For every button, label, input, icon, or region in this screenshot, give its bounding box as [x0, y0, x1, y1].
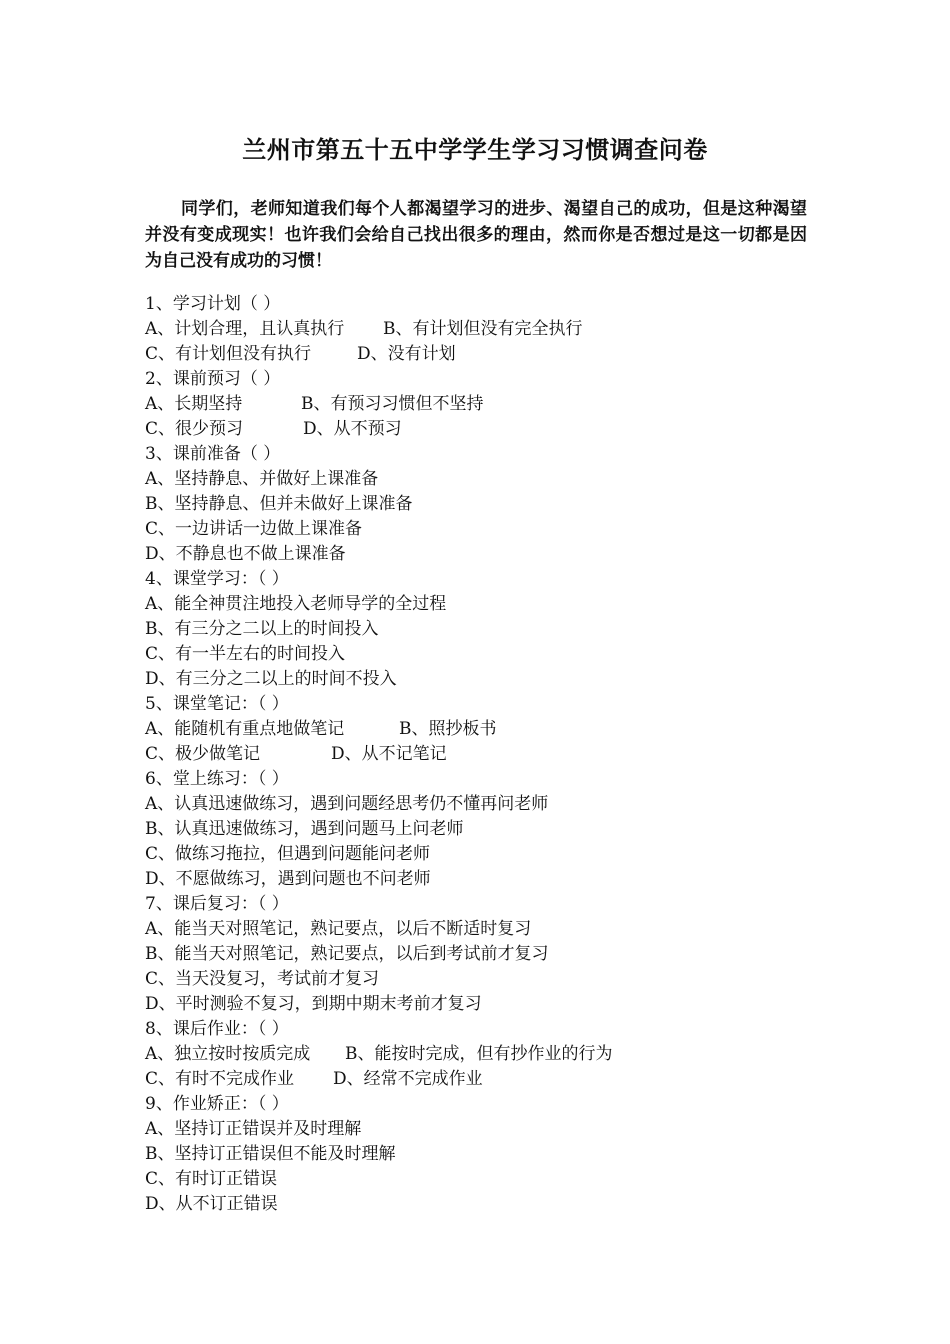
line-text: A、认真迅速做练习，遇到问题经思考仍不懂再问老师	[145, 794, 549, 814]
survey-line	[145, 1017, 825, 1042]
survey-line	[145, 842, 825, 867]
line-text: A、独立按时按质完成	[145, 1044, 311, 1064]
survey-line	[145, 592, 825, 617]
line-option-text: B、有预习习惯但不坚持	[301, 394, 484, 414]
survey-line	[145, 567, 825, 592]
survey-line	[145, 1092, 825, 1117]
line-text: D、不静息也不做上课准备	[145, 544, 346, 564]
line-text: A、能当天对照笔记，熟记要点，以后不断适时复习	[145, 919, 532, 939]
line-text: C、有时不完成作业	[145, 1069, 295, 1089]
line-text: A、坚持订正错误并及时理解	[145, 1119, 362, 1139]
survey-line	[145, 1042, 825, 1067]
survey-line	[145, 1192, 825, 1217]
survey-line	[145, 1117, 825, 1142]
line-text: C、有一半左右的时间投入	[145, 644, 346, 664]
survey-line	[145, 717, 825, 742]
line-option-text: D、从不预习	[303, 419, 402, 439]
survey-line	[145, 867, 825, 892]
line-text: A、长期坚持	[145, 394, 243, 414]
line-option-text: D、没有计划	[357, 344, 456, 364]
line-text: 6、堂上练习：（ ）	[145, 769, 289, 789]
line-text: C、极少做笔记	[145, 744, 261, 764]
survey-line	[145, 442, 825, 467]
survey-line	[145, 992, 825, 1017]
line-option-text: B、照抄板书	[399, 719, 497, 739]
survey-line	[145, 817, 825, 842]
survey-line	[145, 942, 825, 967]
line-text: 7、课后复习：（ ）	[145, 894, 289, 914]
line-text: A、坚持静息、并做好上课准备	[145, 469, 379, 489]
line-text: 1、学习计划（ ）	[145, 294, 281, 314]
survey-line	[145, 292, 825, 317]
line-text: D、有三分之二以上的时间不投入	[145, 669, 397, 689]
survey-line	[145, 642, 825, 667]
line-text: B、认真迅速做练习，遇到问题马上问老师	[145, 819, 464, 839]
line-text: C、有计划但没有执行	[145, 344, 312, 364]
survey-line	[145, 542, 825, 567]
line-text: B、坚持静息、但并未做好上课准备	[145, 494, 413, 514]
question-list	[145, 292, 825, 1217]
survey-line	[145, 417, 825, 442]
survey-line	[145, 517, 825, 542]
line-text: C、有时订正错误	[145, 1169, 278, 1189]
line-text: A、能随机有重点地做笔记	[145, 719, 345, 739]
line-text: 8、课后作业：（ ）	[145, 1019, 289, 1039]
survey-line	[145, 392, 825, 417]
line-text: B、能当天对照笔记，熟记要点，以后到考试前才复习	[145, 944, 549, 964]
line-text: C、做练习拖拉，但遇到问题能问老师	[145, 844, 431, 864]
line-text: 3、课前准备（ ）	[145, 444, 281, 464]
line-option-text: B、有计划但没有完全执行	[383, 319, 583, 339]
survey-line	[145, 467, 825, 492]
line-text: C、很少预习	[145, 419, 244, 439]
survey-line	[145, 742, 825, 767]
survey-line	[145, 1067, 825, 1092]
line-text: 5、课堂笔记：（ ）	[145, 694, 289, 714]
survey-line	[145, 692, 825, 717]
line-text: B、坚持订正错误但不能及时理解	[145, 1144, 396, 1164]
line-text: A、能全神贯注地投入老师导学的全过程	[145, 594, 447, 614]
survey-line	[145, 492, 825, 517]
line-option-text: D、从不记笔记	[331, 744, 447, 764]
survey-line	[145, 767, 825, 792]
survey-line	[145, 667, 825, 692]
survey-line	[145, 917, 825, 942]
page-title: 兰州市第五十五中学学生学习习惯调查问卷	[242, 136, 708, 164]
line-text: A、计划合理，且认真执行	[145, 319, 345, 339]
survey-line	[145, 617, 825, 642]
line-text: D、从不订正错误	[145, 1194, 278, 1214]
survey-line	[145, 792, 825, 817]
line-text: D、不愿做练习，遇到问题也不问老师	[145, 869, 431, 889]
line-text: C、一边讲话一边做上课准备	[145, 519, 363, 539]
survey-line	[145, 342, 825, 367]
survey-line	[145, 367, 825, 392]
line-text: B、有三分之二以上的时间投入	[145, 619, 379, 639]
survey-line	[145, 967, 825, 992]
survey-line	[145, 317, 825, 342]
line-option-text: B、能按时完成，但有抄作业的行为	[345, 1044, 613, 1064]
line-text: 4、课堂学习：（ ）	[145, 569, 289, 589]
survey-line	[145, 1167, 825, 1192]
line-option-text: D、经常不完成作业	[333, 1069, 483, 1089]
line-text: 9、作业矫正：（ ）	[145, 1094, 289, 1114]
survey-line	[145, 1142, 825, 1167]
intro-paragraph: 同学们，老师知道我们每个人都渴望学习的进步、渴望自己的成功，但是这种渴望并没有变成现实！也许我们会给自己找出很多的理由，然而你是否想过是这一切都是因为自己没有成功的习惯！	[145, 199, 807, 271]
line-text: 2、课前预习（ ）	[145, 369, 281, 389]
line-text: C、当天没复习，考试前才复习	[145, 969, 380, 989]
survey-line	[145, 892, 825, 917]
line-text: D、平时测验不复习，到期中期末考前才复习	[145, 994, 482, 1014]
